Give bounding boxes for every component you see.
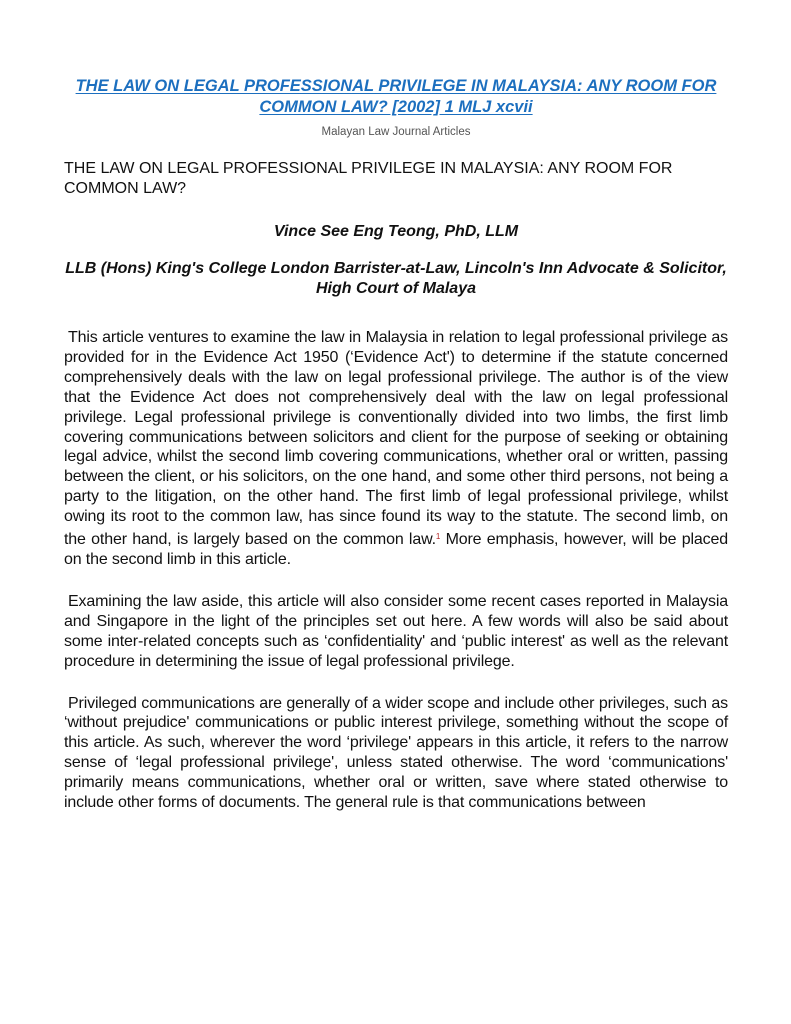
body-paragraph [64, 328, 728, 570]
paragraph-text: This article ventures to examine the law in Malaysia in relation to legal professional privilege as provided for in the Evidence Act 1950 (‘Evidence Act') to determine if the statute concerned comprehensively deals with the law on legal professional privilege. The author is of the view that the Evidence Act does not comprehensively deal with the law on legal professional privilege. Legal professional privilege is conventionally divided into two limbs, the first limb covering communications between solicitors and client for the purpose of seeking or obtaining legal advice, whilst the second limb covering communications, whether oral or written, passing between the client, or his solicitors, on the one hand, and some other third persons, not being a party to the litigation, on the other hand. The first limb of legal professional privilege, whilst owing its root to the common law, has since found its way to the statute. The second limb, on the other hand, is largely based on the common law. [64, 329, 728, 549]
document-title-link[interactable]: THE LAW ON LEGAL PROFESSIONAL PRIVILEGE IN MALAYSIA: ANY ROOM FOR COMMON LAW? [2002] 1 MLJ xcvii [75, 77, 717, 116]
document-page [64, 76, 728, 813]
footnote-marker[interactable]: 1 [435, 532, 441, 542]
body-paragraph: Privileged communications are generally of a wider scope and include other privileges, such as ‘without prejudice' communications or public interest privilege, something without the scope of this article. As such, wherever the word ‘privilege' appears in this article, it refers to the narrow sense of ‘legal professional privilege', unless stated otherwise. The word ‘communications' primarily means communications, whether oral or written, save where stated otherwise to include other forms of documents. The general rule is that communications between [64, 694, 728, 812]
author-credentials: LLB (Hons) King's College London Barrister-at-Law, Lincoln's Inn Advocate & Solicitor, High Court of Malaya [65, 260, 727, 297]
author-name: Vince See Eng Teong, PhD, LLM [273, 223, 519, 240]
body-paragraph: Examining the law aside, this article will also consider some recent cases reported in Malaysia and Singapore in the light of the principles set out here. A few words will also be said about some inter-related concepts such as ‘confidentiality' and ‘public interest' as well as the relevant procedure in determining the issue of legal professional privilege. [64, 592, 728, 670]
article-heading: THE LAW ON LEGAL PROFESSIONAL PRIVILEGE IN MALAYSIA: ANY ROOM FOR COMMON LAW? [64, 160, 673, 197]
paragraph-text: More emphasis, however, will be placed on the second limb in this article. [64, 531, 728, 568]
source-label: Malayan Law Journal Articles [321, 126, 471, 138]
